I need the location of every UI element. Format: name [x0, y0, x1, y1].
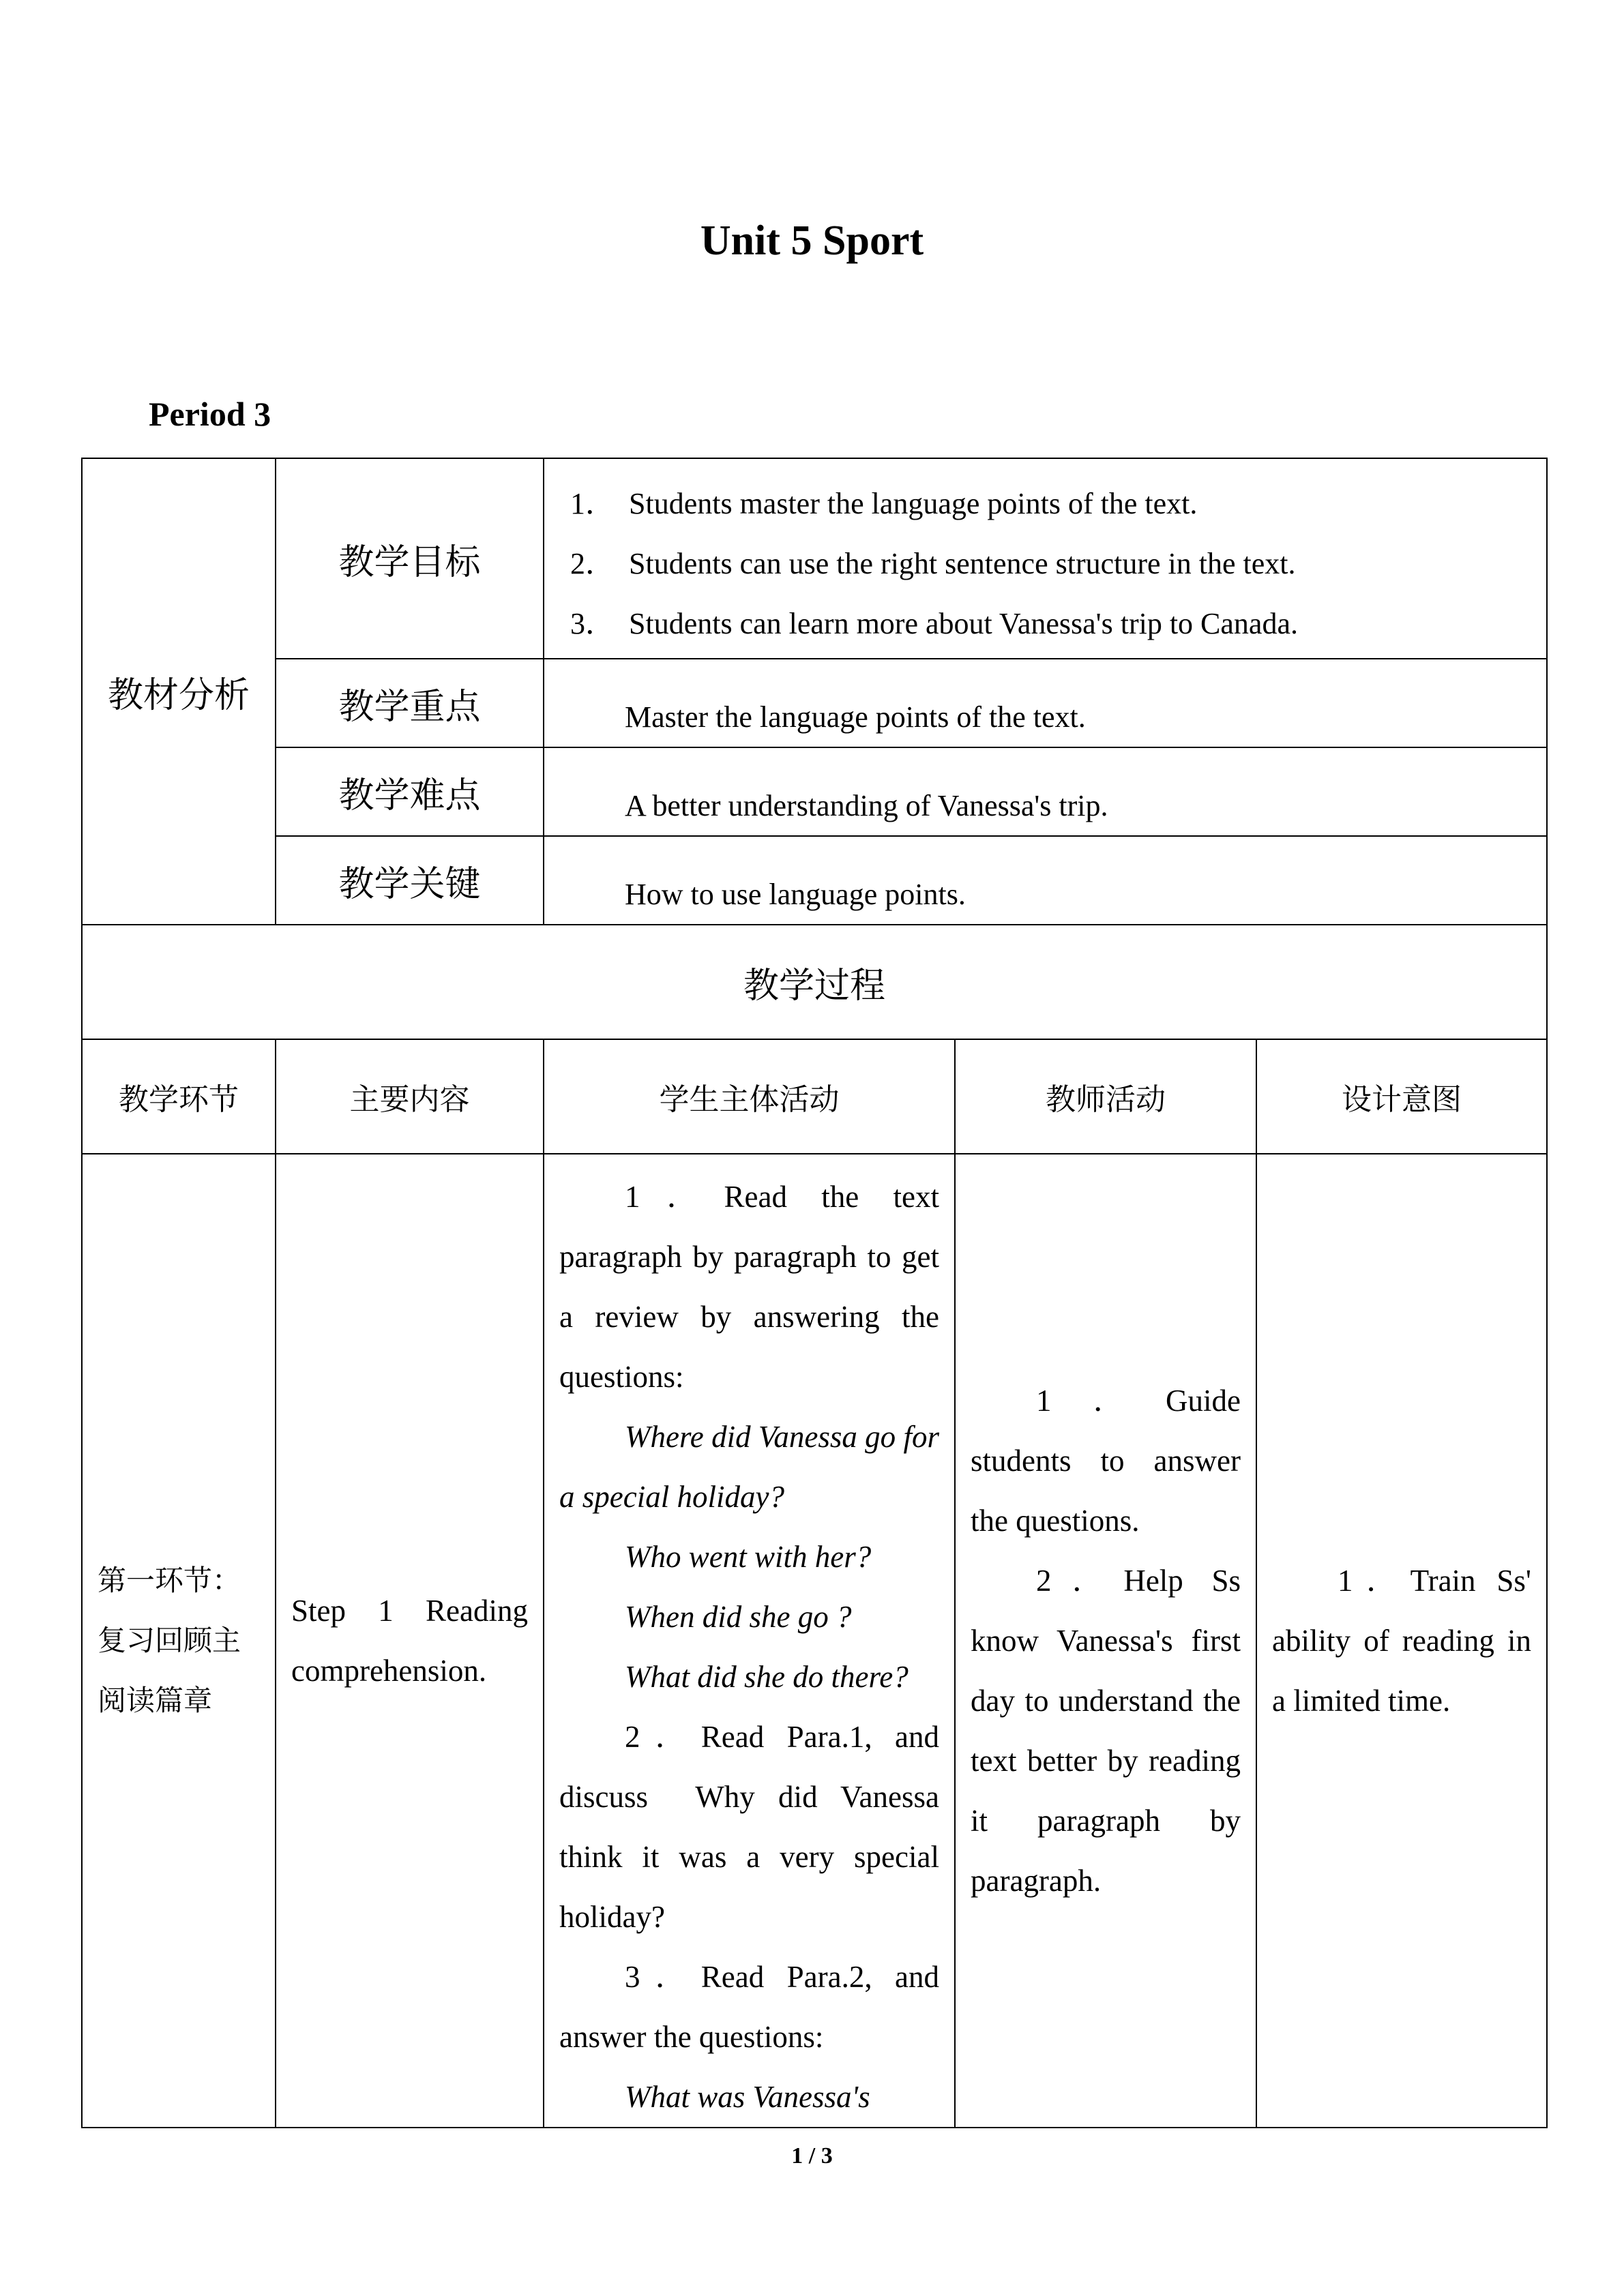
student-question: When did she go ?	[625, 1600, 852, 1634]
objectives-label: 教学目标	[276, 458, 544, 659]
key-label: 教学关键	[276, 836, 544, 925]
student-question: Where did Vanessa go for a special holiday?	[559, 1420, 939, 1514]
difficulties-value: A better understanding of Vanessa's trip.	[544, 747, 1547, 836]
process-header-row	[82, 1039, 1547, 1154]
step1-stage: 第一环节：复习回顾主阅读篇章	[82, 1154, 276, 2128]
header-student-activity: 学生主体活动	[544, 1039, 955, 1154]
student-para-1: 1．Read the text paragraph by paragraph to get a review by answering the questions:	[559, 1180, 939, 1394]
step1-student-activity	[544, 1154, 955, 2128]
key-points-label: 教学重点	[276, 659, 544, 747]
objective-item: 2． Students can use the right sentence structure in the text.	[570, 547, 1296, 580]
period-heading: Period 3	[149, 395, 271, 433]
student-question: What was Vanessa's	[625, 2080, 870, 2114]
key-value: How to use language points.	[544, 836, 1547, 925]
key-row	[82, 836, 1547, 925]
difficulties-row	[82, 747, 1547, 836]
objective-item: 1． Students master the language points of the text.	[570, 487, 1198, 520]
header-content: 主要内容	[276, 1039, 544, 1154]
teacher-para-1: 1．Guide students to answer the questions.	[971, 1384, 1241, 1538]
header-teacher-activity: 教师活动	[955, 1039, 1256, 1154]
teacher-para-2: 2．Help Ss know Vanessa's first day to understand the text better by reading it paragraph by paragraph.	[971, 1564, 1241, 1898]
header-stage: 教学环节	[82, 1039, 276, 1154]
objectives-list	[544, 459, 1546, 658]
header-design-intent: 设计意图	[1256, 1039, 1547, 1154]
objective-item: 3． Students can learn more about Vanessa's trip to Canada.	[570, 607, 1298, 640]
step1-content: Step 1 Reading comprehension.	[276, 1154, 544, 2128]
process-title-row	[82, 925, 1547, 1039]
process-title: 教学过程	[82, 925, 1547, 1039]
key-points-value: Master the language points of the text.	[544, 659, 1547, 747]
objectives-row	[82, 458, 1547, 659]
intent-para: 1．Train Ss' ability of reading in a limited time.	[1272, 1564, 1532, 1718]
step1-teacher-activity	[955, 1154, 1256, 2128]
student-para-3: 3．Read Para.2, and answer the questions:	[559, 1960, 939, 2054]
document-title: Unit 5 Sport	[700, 218, 924, 264]
student-question: Who went with her?	[625, 1540, 872, 1574]
student-question: What did she do there?	[625, 1660, 909, 1694]
step1-row	[82, 1154, 1547, 2128]
lesson-plan-table	[81, 458, 1548, 2128]
analysis-section-label: 教材分析	[82, 458, 276, 925]
key-points-row	[82, 659, 1547, 747]
student-para-2: 2．Read Para.1, and discuss  Why did Vanessa think it was a very special holiday? 	[559, 1720, 939, 1934]
objectives-cell	[544, 458, 1547, 659]
page-number: 1 / 3	[791, 2143, 833, 2168]
difficulties-label: 教学难点	[276, 747, 544, 836]
step1-design-intent	[1256, 1154, 1547, 2128]
